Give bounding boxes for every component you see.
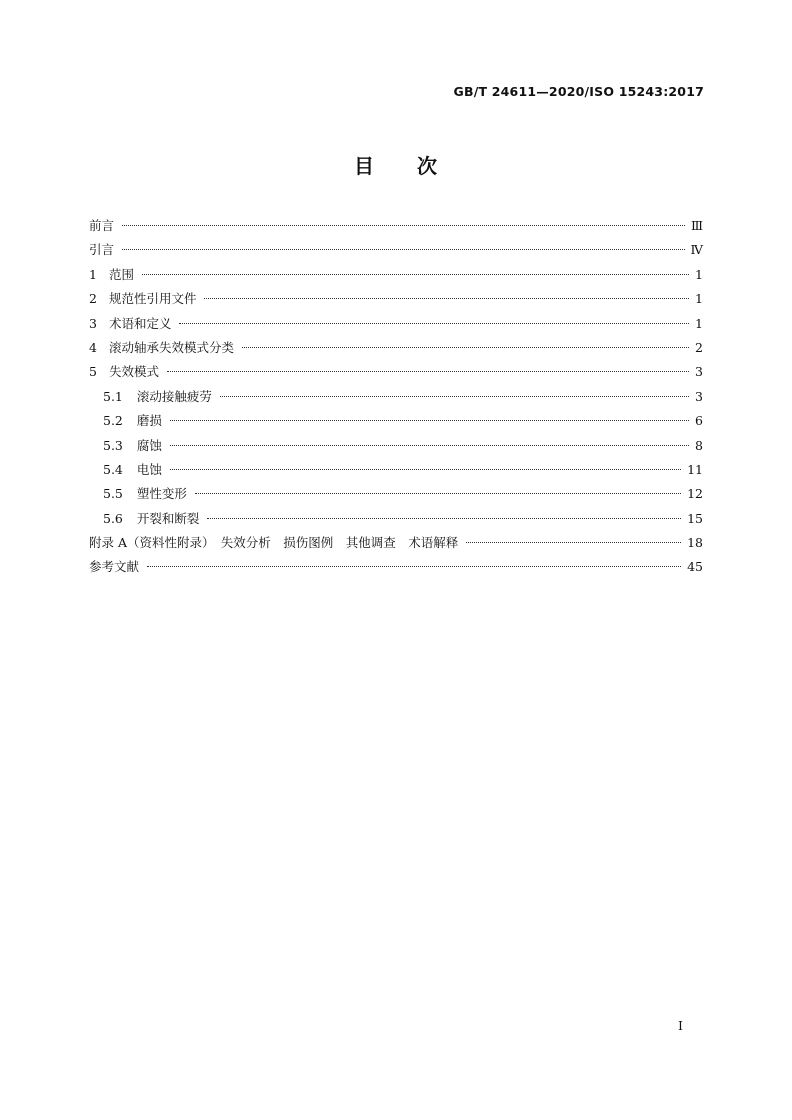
toc-entry-number: 3 [89, 315, 97, 331]
toc-dot-leader [242, 347, 689, 348]
toc-entry-label: 电蚀 [136, 461, 162, 477]
toc-entry-number: 2 [89, 291, 97, 307]
toc-entry-number: 5.5 [103, 486, 123, 502]
toc-entry-5-1[interactable] [89, 385, 703, 409]
toc-entry-5-5[interactable] [89, 482, 703, 506]
toc-dot-leader [170, 469, 681, 470]
toc-entry-page: 1 [695, 315, 703, 331]
toc-entry-label: 塑性变形 [136, 486, 187, 502]
toc-dot-leader [170, 445, 689, 446]
toc-entry-label: 前言 [89, 218, 115, 233]
toc-dot-leader [122, 225, 685, 226]
toc-entry-label: 范围 [108, 266, 134, 282]
toc-entry-page: 1 [695, 291, 703, 307]
toc-dot-leader [195, 493, 681, 494]
standard-code: GB/T 24611—2020/ISO 15243:2017 [453, 84, 704, 99]
toc-entry-label: 术语和定义 [108, 315, 172, 331]
toc-entry-label: 规范性引用文件 [108, 291, 197, 307]
toc-entry-number: 5.4 [103, 461, 123, 477]
table-of-contents [89, 214, 703, 580]
toc-entry-page: Ⅲ [690, 218, 703, 233]
toc-entry-label: 滚动接触疲劳 [136, 388, 212, 404]
toc-entry-number: 4 [89, 339, 97, 355]
toc-entry-bibliography[interactable] [89, 555, 703, 579]
toc-dot-leader [170, 420, 689, 421]
toc-entry-label: 滚动轴承失效模式分类 [108, 339, 234, 355]
toc-entry-label: 开裂和断裂 [136, 510, 200, 526]
toc-entry-page: 12 [687, 486, 703, 502]
toc-dot-leader [122, 249, 684, 250]
toc-entry-5[interactable] [89, 360, 703, 384]
toc-entry-5-6[interactable] [89, 507, 703, 531]
page-number: Ⅰ [678, 1018, 683, 1033]
toc-dot-leader [466, 542, 681, 543]
toc-entry-2[interactable] [89, 287, 703, 311]
toc-dot-leader [167, 371, 689, 372]
toc-entry-5-3[interactable] [89, 434, 703, 458]
toc-dot-leader [179, 323, 689, 324]
toc-entry-number: 5.6 [103, 510, 123, 526]
toc-entry-page: 3 [695, 364, 703, 380]
toc-entry-page: 8 [695, 437, 703, 453]
toc-entry-1[interactable] [89, 263, 703, 287]
toc-entry-page: 1 [695, 266, 703, 282]
toc-entry-page: 45 [687, 559, 703, 575]
toc-dot-leader [147, 566, 681, 567]
toc-entry-foreword[interactable] [89, 214, 703, 238]
toc-entry-4[interactable] [89, 336, 703, 360]
toc-entry-label: 失效模式 [108, 364, 159, 380]
toc-entry-page: 2 [695, 339, 703, 355]
toc-dot-leader [207, 518, 681, 519]
toc-entry-page: 3 [695, 388, 703, 404]
toc-entry-number: 5.3 [103, 437, 123, 453]
toc-entry-introduction[interactable] [89, 238, 703, 262]
toc-entry-5-2[interactable] [89, 409, 703, 433]
toc-entry-label: 引言 [89, 242, 115, 258]
toc-entry-number: 5.2 [103, 413, 123, 429]
toc-dot-leader [142, 274, 689, 275]
toc-entry-annex-a[interactable] [89, 531, 703, 555]
toc-entry-5-4[interactable] [89, 458, 703, 482]
toc-entry-label: 腐蚀 [136, 437, 162, 453]
toc-entry-page: 11 [687, 461, 703, 477]
toc-entry-label: 附录 A（资料性附录） 失效分析 损伤图例 其他调查 术语解释 [89, 535, 459, 551]
toc-entry-number: 5 [89, 364, 97, 380]
toc-entry-page: 18 [687, 535, 703, 551]
toc-entry-label: 磨损 [136, 413, 162, 429]
toc-entry-number: 5.1 [103, 388, 123, 404]
toc-entry-label: 参考文献 [89, 559, 140, 575]
toc-dot-leader [204, 298, 689, 299]
toc-entry-page: 15 [687, 510, 703, 526]
toc-entry-page: 6 [695, 413, 703, 429]
toc-entry-number: 1 [89, 266, 97, 282]
toc-entry-page: Ⅳ [690, 242, 703, 258]
page-title: 目 次 [354, 154, 438, 178]
toc-entry-3[interactable] [89, 312, 703, 336]
toc-dot-leader [220, 396, 689, 397]
